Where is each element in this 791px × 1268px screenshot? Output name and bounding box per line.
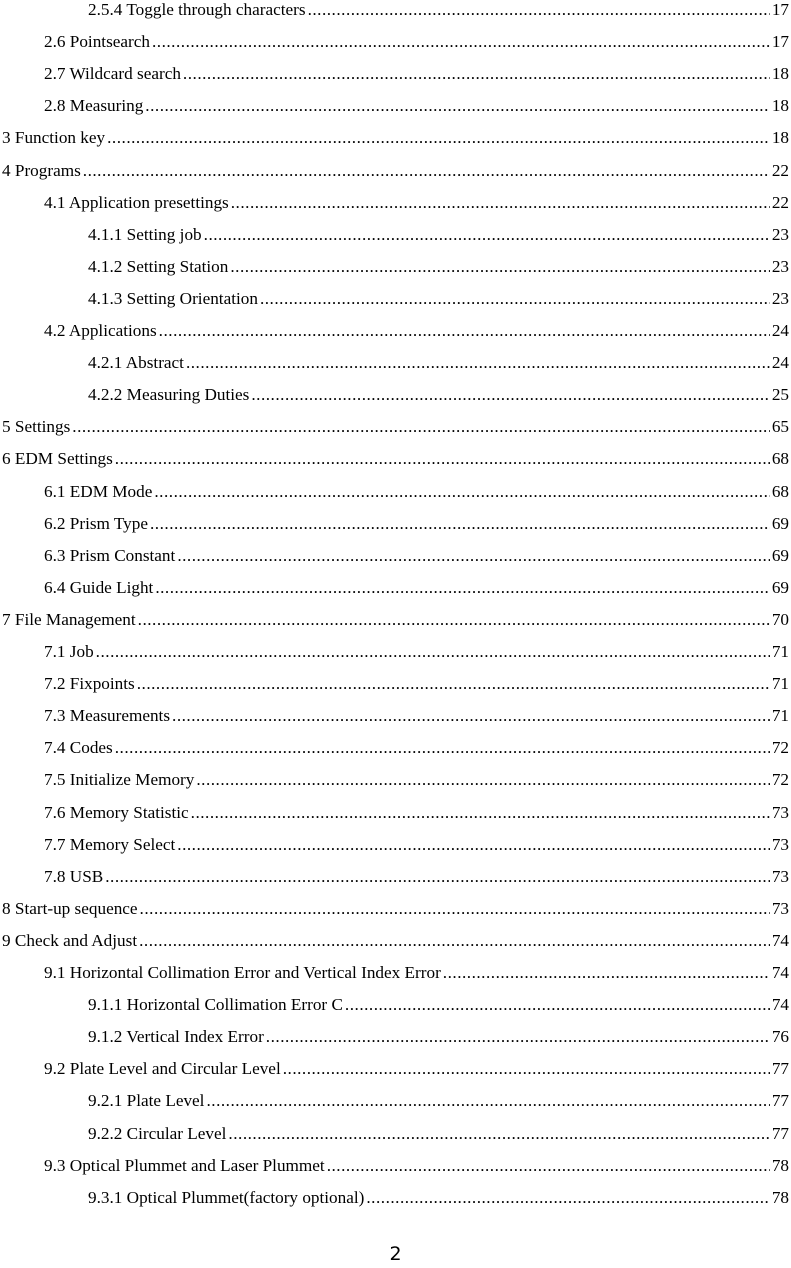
toc-entry-page: 22 xyxy=(771,160,789,180)
dot-leader xyxy=(191,801,770,825)
toc-entry[interactable] xyxy=(44,1057,789,1081)
toc-entry-page: 18 xyxy=(771,96,789,116)
toc-entry-page: 23 xyxy=(771,288,789,308)
toc-entry-title: 4 Programs xyxy=(2,160,81,180)
toc-entry-page: 76 xyxy=(771,1027,789,1047)
dot-leader xyxy=(186,351,770,375)
toc-entry-title: 6.2 Prism Type xyxy=(44,513,148,533)
toc-entry-title: 7.8 USB xyxy=(44,866,104,886)
toc-entry[interactable] xyxy=(44,480,789,504)
toc-entry-title: 4.1.1 Setting job xyxy=(88,224,202,244)
toc-entry[interactable] xyxy=(88,0,789,22)
toc-entry[interactable] xyxy=(44,801,789,825)
dot-leader xyxy=(150,512,770,536)
dot-leader xyxy=(204,223,770,247)
dot-leader xyxy=(172,704,770,728)
toc-entry[interactable] xyxy=(44,30,789,54)
toc-entry[interactable] xyxy=(88,1025,789,1049)
dot-leader xyxy=(345,993,770,1017)
toc-entry[interactable] xyxy=(44,319,789,343)
toc-entry-title: 9.1 Horizontal Collimation Error and Vertical Index Error xyxy=(44,963,441,982)
toc-entry-page: 74 xyxy=(771,963,789,982)
toc-entry-page: 25 xyxy=(771,385,789,405)
toc-entry-page: 74 xyxy=(771,995,789,1015)
toc-entry-title: 9.1.2 Vertical Index Error xyxy=(88,1027,264,1047)
toc-entry-title: 6.3 Prism Constant xyxy=(44,545,176,565)
toc-entry-page: 24 xyxy=(771,353,789,373)
toc-entry-title: 4.1 Application presettings xyxy=(44,192,229,212)
dot-leader xyxy=(251,383,769,407)
toc-entry-title: 7.2 Fixpoints xyxy=(44,674,135,694)
toc-entry-title: 4.1.3 Setting Orientation xyxy=(88,288,258,308)
toc-entry-title: 9.3 Optical Plummet and Laser Plummet xyxy=(44,1155,325,1175)
toc-entry[interactable] xyxy=(44,833,789,857)
toc-entry-title: 2.8 Measuring xyxy=(44,96,144,116)
dot-leader xyxy=(83,159,770,183)
toc-entry[interactable] xyxy=(44,544,789,568)
dot-leader xyxy=(140,897,770,921)
toc-entry-page: 69 xyxy=(771,545,789,565)
toc-entry[interactable] xyxy=(44,736,789,760)
toc-entry-page: 18 xyxy=(771,64,789,84)
toc-entry-title: 2.5.4 Toggle through characters xyxy=(88,0,306,19)
toc-entry[interactable] xyxy=(44,576,789,600)
toc-entry-page: 70 xyxy=(771,609,789,629)
toc-entry[interactable] xyxy=(44,62,789,86)
toc-entry[interactable] xyxy=(44,704,789,728)
dot-leader xyxy=(96,640,770,664)
dot-leader xyxy=(327,1154,770,1178)
toc-entry-page: 77 xyxy=(771,1091,789,1111)
toc-entry-title: 7.1 Job xyxy=(44,642,94,661)
dot-leader xyxy=(206,1089,769,1113)
dot-leader xyxy=(228,1122,769,1146)
toc-entry-page: 71 xyxy=(771,642,789,661)
toc-entry[interactable] xyxy=(88,383,789,407)
toc-entry-title: 6.4 Guide Light xyxy=(44,577,154,597)
dot-leader xyxy=(152,30,770,54)
dot-leader xyxy=(366,1186,769,1210)
toc-entry[interactable] xyxy=(88,287,789,311)
toc-entry-title: 6 EDM Settings xyxy=(2,449,113,469)
toc-entry-page: 23 xyxy=(771,256,789,276)
toc-entry-title: 7 File Management xyxy=(2,609,136,629)
toc-entry-page: 68 xyxy=(771,449,789,469)
toc-entry-page: 73 xyxy=(771,898,789,918)
toc-entry[interactable] xyxy=(2,415,789,439)
page-number: 2 xyxy=(389,1243,402,1265)
toc-entry-page: 18 xyxy=(771,128,789,148)
toc-entry[interactable] xyxy=(88,255,789,279)
toc-entry[interactable] xyxy=(2,447,789,471)
dot-leader xyxy=(230,255,769,279)
toc-entry-title: 9 Check and Adjust xyxy=(2,930,138,950)
toc-entry[interactable] xyxy=(44,94,789,118)
toc-entry[interactable] xyxy=(44,865,789,889)
toc-entry-page: 17 xyxy=(771,0,789,19)
toc-entry-title: 5 Settings xyxy=(2,417,71,437)
toc-entry[interactable] xyxy=(88,1122,789,1146)
toc-entry[interactable] xyxy=(2,897,789,921)
dot-leader xyxy=(231,191,770,215)
dot-leader xyxy=(115,736,770,760)
toc-entry-page: 69 xyxy=(771,513,789,533)
toc-entry-title: 7.6 Memory Statistic xyxy=(44,802,189,822)
toc-entry[interactable] xyxy=(2,929,789,953)
toc-entry-title: 9.1.1 Horizontal Collimation Error C xyxy=(88,995,343,1015)
dot-leader xyxy=(283,1057,770,1081)
dot-leader xyxy=(107,126,770,150)
toc-entry[interactable] xyxy=(88,993,789,1017)
toc-entry-page: 72 xyxy=(771,770,789,790)
toc-entry-page: 71 xyxy=(771,706,789,726)
toc-entry-page: 73 xyxy=(771,802,789,822)
toc-entry-page: 73 xyxy=(771,866,789,886)
toc-entry-title: 2.7 Wildcard search xyxy=(44,64,181,84)
toc-entry-title: 7.3 Measurements xyxy=(44,706,171,726)
toc-entry-page: 71 xyxy=(771,674,789,694)
toc-entry-page: 68 xyxy=(771,481,789,501)
toc-entry[interactable] xyxy=(44,512,789,536)
dot-leader xyxy=(137,672,770,696)
dot-leader xyxy=(177,544,770,568)
toc-entry[interactable] xyxy=(44,961,789,985)
toc-entry-title: 7.5 Initialize Memory xyxy=(44,770,195,790)
toc-entry-title: 4.2.2 Measuring Duties xyxy=(88,385,250,405)
toc-entry[interactable] xyxy=(44,768,789,792)
toc-entry-title: 4.2.1 Abstract xyxy=(88,353,184,373)
toc-entry-page: 22 xyxy=(771,192,789,212)
toc-entry-title: 3 Function key xyxy=(2,128,106,148)
toc-entry-page: 69 xyxy=(771,577,789,597)
toc-entry[interactable] xyxy=(88,351,789,375)
toc-entry[interactable] xyxy=(88,1186,789,1210)
toc-entry-page: 24 xyxy=(771,321,789,340)
toc-entry-page: 77 xyxy=(771,1059,789,1079)
toc-entry[interactable] xyxy=(88,1089,789,1113)
toc-entry[interactable] xyxy=(2,608,789,632)
toc-entry-page: 17 xyxy=(771,32,789,52)
dot-leader xyxy=(115,447,770,471)
dot-leader xyxy=(266,1025,770,1049)
dot-leader xyxy=(196,768,769,792)
toc-entry-page: 65 xyxy=(771,417,789,437)
toc-entry-page: 74 xyxy=(771,930,789,950)
dot-leader xyxy=(159,319,770,343)
toc-entry-title: 7.7 Memory Select xyxy=(44,834,176,854)
toc-entry-title: 4.1.2 Setting Station xyxy=(88,256,229,276)
toc-entry[interactable] xyxy=(44,672,789,696)
dot-leader xyxy=(72,415,770,439)
toc-entry[interactable] xyxy=(44,1154,789,1178)
toc-entry-page: 77 xyxy=(771,1123,789,1143)
dot-leader xyxy=(145,94,770,118)
toc-entry[interactable] xyxy=(44,640,789,664)
toc-entry-title: 9.2.1 Plate Level xyxy=(88,1091,205,1111)
toc-entry-title: 9.2.2 Circular Level xyxy=(88,1123,227,1143)
toc-entry-page: 73 xyxy=(771,834,789,854)
toc-entry-page: 72 xyxy=(771,738,789,758)
toc-entry-title: 7.4 Codes xyxy=(44,738,113,758)
toc-entry-page: 78 xyxy=(771,1155,789,1175)
toc-entry[interactable] xyxy=(88,223,789,247)
toc-entry-title: 4.2 Applications xyxy=(44,321,157,340)
toc-entry[interactable] xyxy=(2,126,789,150)
dot-leader xyxy=(443,961,770,985)
toc-entry-title: 2.6 Pointsearch xyxy=(44,32,150,52)
dot-leader xyxy=(177,833,770,857)
toc-entry[interactable] xyxy=(2,159,789,183)
toc-entry-title: 8 Start-up sequence xyxy=(2,898,138,918)
toc-entry-page: 78 xyxy=(771,1187,789,1207)
toc-entry-title: 9.3.1 Optical Plummet(factory optional) xyxy=(88,1187,365,1207)
dot-leader xyxy=(105,865,770,889)
dot-leader xyxy=(308,0,770,22)
dot-leader xyxy=(139,929,770,953)
dot-leader xyxy=(154,480,769,504)
toc-entry-page: 23 xyxy=(771,224,789,244)
dot-leader xyxy=(260,287,770,311)
dot-leader xyxy=(155,576,769,600)
dot-leader xyxy=(183,62,770,86)
toc-entry-title: 6.1 EDM Mode xyxy=(44,481,153,501)
toc-entry-title: 9.2 Plate Level and Circular Level xyxy=(44,1059,281,1079)
toc-entry[interactable] xyxy=(44,191,789,215)
dot-leader xyxy=(138,608,770,632)
